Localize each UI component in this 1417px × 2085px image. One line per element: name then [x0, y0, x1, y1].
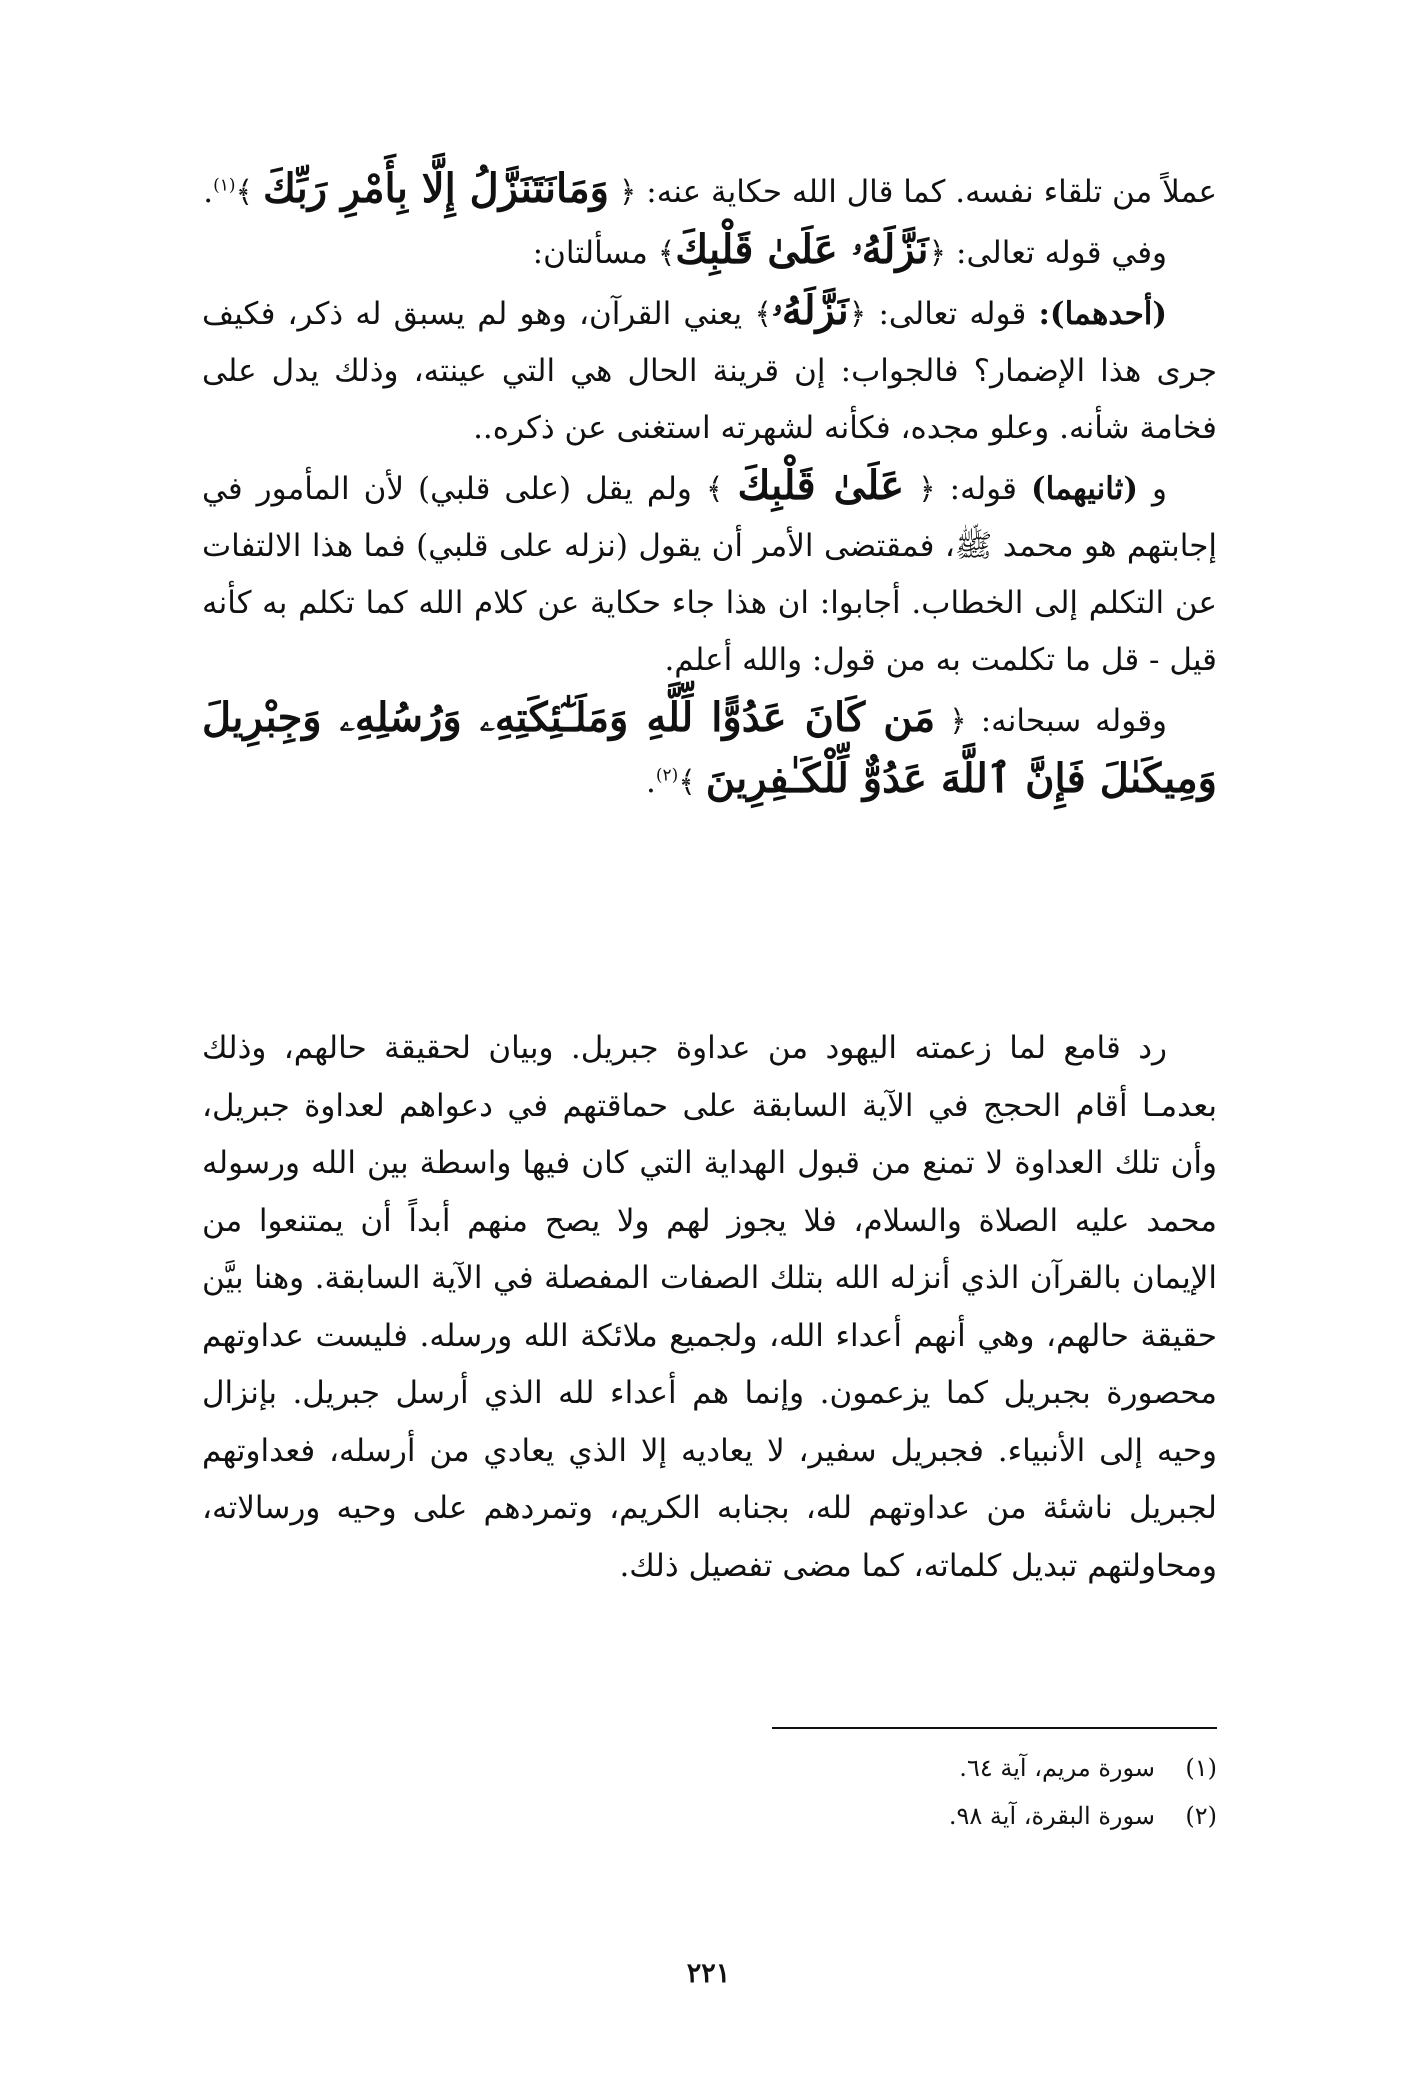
footnote-item: [617, 1744, 1217, 1792]
footnote-text: سورة مريم، آية ٦٤.: [959, 1754, 1155, 1782]
paragraph-2-text-after: مسألتان:: [532, 235, 648, 271]
paragraph-4-prefix: و: [1152, 471, 1167, 507]
ornate-bracket-open: ﴿: [918, 472, 936, 507]
footnote-item: [617, 1792, 1217, 1840]
ornate-bracket-close: ﴾: [235, 175, 254, 210]
section-label: (أحدهما):: [1038, 296, 1168, 332]
paragraph-2-text: وفي قوله تعالى:: [956, 235, 1167, 271]
ornate-bracket-close: ﴾: [657, 236, 676, 271]
sentence-end: .: [646, 764, 656, 800]
quran-verse: نَزَّلَهُۥ عَلَىٰ قَلْبِكَ: [675, 226, 929, 273]
footnote-ref-2: (٢): [655, 765, 679, 786]
quran-verse: عَلَىٰ قَلْبِكَ: [737, 462, 905, 509]
footnote-number: (٢): [1185, 1802, 1217, 1830]
paragraph-5-text: وقوله سبحانه:: [980, 703, 1168, 739]
footnotes: [617, 1744, 1217, 1840]
paragraph-4-text: قوله:: [949, 471, 1017, 507]
paragraph-3-text: قوله تعالى:: [878, 296, 1027, 332]
footnote-ref-1: (١): [213, 175, 236, 196]
main-text-bottom: [202, 1020, 1217, 1595]
ornate-bracket-open: ﴿: [618, 175, 637, 210]
ornate-bracket-open: ﴿: [949, 704, 967, 739]
paragraph-4: [202, 457, 1217, 689]
paragraph-1: [202, 160, 1217, 221]
ornate-bracket-close: ﴾: [678, 765, 696, 800]
ornate-bracket-open: ﴿: [848, 297, 867, 332]
sentence-end: .: [203, 174, 214, 210]
main-text-top: [202, 160, 1217, 811]
paragraph-3: [202, 282, 1217, 457]
ornate-bracket-open: ﴿: [928, 236, 947, 271]
paragraph-1-text: عملاً من تلقاء نفسه. كما قال الله حكاية عنه:: [646, 174, 1217, 210]
paragraph-5: [202, 689, 1217, 811]
footnote-divider: [772, 1727, 1217, 1729]
commentary-paragraph: رد قامع لما زعمته اليهود من عداوة جبريل. وبيان لحقيقة حالهم، وذلك بعدمـا أقام الحجج في الآية السابقة على حماقتهم في دعواهم لعداوة جبريل، وأن تلك العداوة لا تمنع من قبول الهداية التي كان فيها واسطة بين الله ورسوله محمد عليه الصلاة والسلام، فلا يجوز لهم ولا يصح منهم أبداً أن يمتنعوا من الإيمان بالقرآن الذي أنزله الله بتلك الصفات المفصلة في الآية السابقة. وهنا بيَّن حقيقة حالهم، وهي أنهم أعداء الله، ولجميع ملائكة الله ورسله. فليست عداوتهم محصورة بجبريل كما يزعمون. وإنما هم أعداء لله الذي أرسل جبريل. بإنزال وحيه إلى الأنبياء. فجبريل سفير، لا يعاديه إلا الذي يعادي من أرسله، فعداوتهم لجبريل ناشئة من عداوتهم لله، بجنابه الكريم، وتمردهم على وحيه ورسالاته، ومحاولتهم تبديل كلماته، كما مضى تفصيل ذلك.: [202, 1030, 1217, 1584]
section-label: (ثانيهما): [1030, 471, 1139, 507]
quran-verse: نَزَّلَهُۥ: [771, 287, 849, 334]
ornate-bracket-close: ﴾: [705, 472, 724, 507]
paragraph-3-text-after: يعني القرآن، وهو لم يسبق له ذكر، فكيف جرى هذا الإضمار؟ فالجواب: إن قرينة الحال هي التي عينته، وذلك يدل على فخامة شأنه. وعلو مجده، فكأنه لشهرته استغنى عن ذكره..: [202, 296, 1217, 446]
ornate-bracket-close: ﴾: [754, 297, 772, 332]
paragraph-4-text-after: ولم يقل (على قلبي) لأن المأمور في إجابتهم هو محمد ﷺ، فمقتضى الأمر أن يقول (نزله على قلبي) فما هذا الالتفات عن التكلم إلى الخطاب. أجابوا: ان هذا جاء حكاية عن كلام الله كما تكلم به كأنه قيل - قل ما تكلمت به من قول: والله أعلم.: [202, 471, 1217, 678]
quran-verse: وَمَانَتَنَزَّلُ إِلَّا بِأَمْرِ رَبِّكَ: [262, 165, 609, 212]
page-number: ٢٢١: [686, 1958, 731, 1989]
quran-verse: مَن كَانَ عَدُوًّا لِّلَّهِ وَمَلَـٰٓئِكَتِهِۦ وَرُسُلِهِۦ وَجِبْرِيلَ وَمِيكَىٰلَ فَإِنَّ ٱللَّهَ عَدُوٌّ لِّلْكَـٰفِرِينَ: [202, 694, 1217, 802]
footnote-number: (١): [1185, 1754, 1217, 1782]
paragraph-2: [202, 221, 1217, 282]
footnote-text: سورة البقرة، آية ٩٨.: [948, 1802, 1155, 1830]
